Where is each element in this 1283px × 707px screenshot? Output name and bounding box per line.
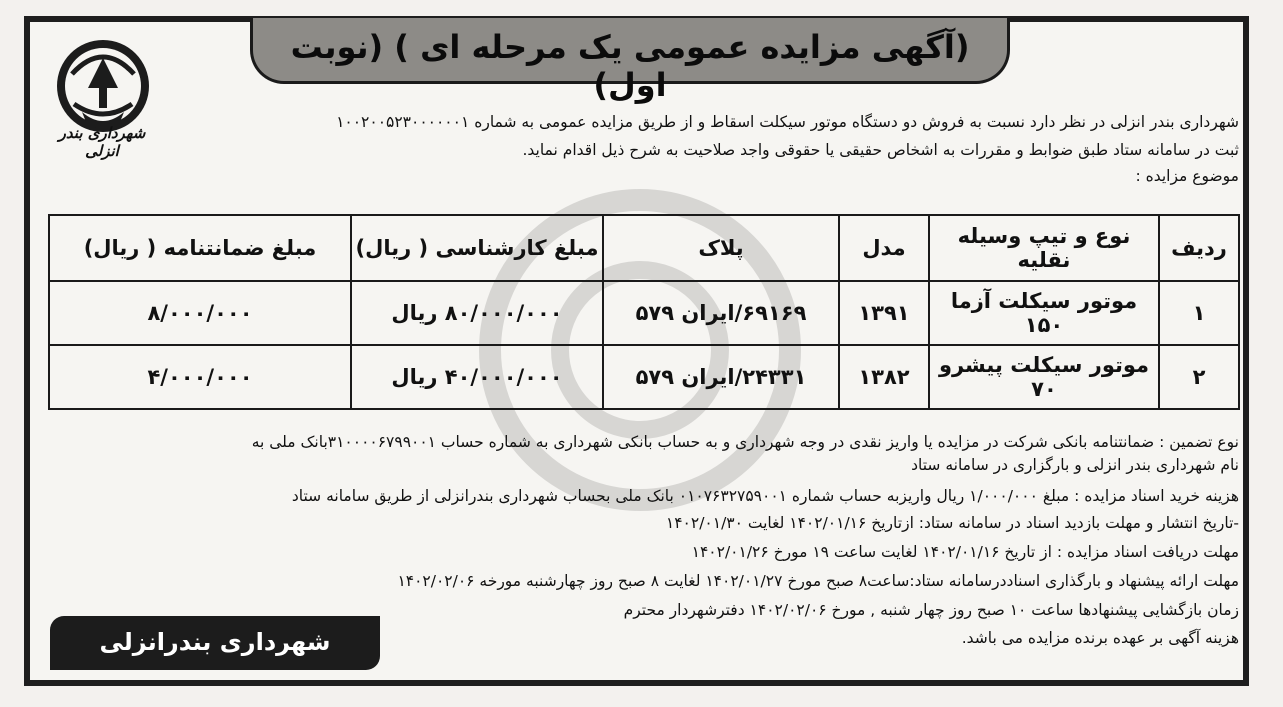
note-line-7: زمان بازگشایی پیشنهادها ساعت ۱۰ صبح روز چهار شنبه , مورخ ۱۴۰۲/۰۲/۰۶ دفترشهردار محترم [623,601,1239,619]
header-plate: پلاک [603,215,839,281]
title-banner [250,18,1010,104]
footer-signature-badge [50,616,380,670]
appraisal-amount: ۴۰/۰۰۰/۰۰۰ ریال [351,345,603,409]
header-row-number: ردیف [1159,215,1239,281]
footer-signature: شهرداری بندرانزلی [99,628,331,656]
plate: ۲۴۳۳۱/ایران ۵۷۹ [603,345,839,409]
header-model: مدل [839,215,929,281]
plate: ۶۹۱۶۹/ایران ۵۷۹ [603,281,839,345]
note-line-5: مهلت دریافت اسناد مزایده : از تاریخ ۱۴۰۲/۰۱/۱۶ لغایت ساعت ۱۹ مورخ ۱۴۰۲/۰۱/۲۶ [691,543,1239,561]
note-line-3: هزینه خرید اسناد مزایده : مبلغ ۱/۰۰۰/۰۰۰ ریال واریزبه حساب شماره ۰۱۰۷۶۳۲۷۵۹۰۰۱ بانک ملی بحساب شهرداری بندرانزلی از طریق سامانه ستاد [291,487,1239,505]
table-row [49,281,1239,345]
header-guarantee-amount: مبلغ ضمانتنامه ( ریال) [49,215,351,281]
table-header-row [49,215,1239,281]
logo-caption: شهرداری بندر انزلی [58,124,146,160]
note-line-6: مهلت ارائه پیشنهاد و بارگذاری اسناددرسامانه ستاد:ساعت۸ صبح مورخ ۱۴۰۲/۰۱/۲۷ لغایت ۸ صبح روز چهارشنبه مورخه ۱۴۰۲/۰۲/۰۶ [397,572,1239,590]
note-line-8: هزینه آگهی بر عهده برنده مزایده می باشد. [961,629,1239,647]
vehicle-type: موتور سیکلت پیشرو ۷۰ [929,345,1159,409]
note-line-2: نام شهرداری بندر انزلی و بارگزاری در سامانه ستاد [911,456,1239,474]
notice-title: (آگهی مزایده عمومی یک مرحله ای ) (نوبت اول) [290,28,970,104]
model-year: ۱۳۹۱ [839,281,929,345]
header-vehicle-type: نوع و تیپ وسیله نقلیه [929,215,1159,281]
note-line-4: -تاریخ انتشار و مهلت بازدید اسناد در سامانه ستاد: ازتاریخ ۱۴۰۲/۰۱/۱۶ لغایت ۱۴۰۲/۰۱/۳۰ [665,514,1239,532]
intro-line-2: ثبت در سامانه ستاد طبق ضوابط و مقررات به اشخاص حقیقی یا حقوقی واجد صلاحیت به شرح ذیل اقدام نماید. [522,141,1239,159]
model-year: ۱۳۸۲ [839,345,929,409]
vehicle-type: موتور سیکلت آزما ۱۵۰ [929,281,1159,345]
intro-line-3: موضوع مزایده : [1135,167,1239,185]
appraisal-amount: ۸۰/۰۰۰/۰۰۰ ریال [351,281,603,345]
auction-table [48,214,1238,410]
table-row [49,345,1239,409]
header-appraisal-amount: مبلغ کارشناسی ( ریال) [351,215,603,281]
row-number: ۱ [1159,281,1239,345]
guarantee-amount: ۸/۰۰۰/۰۰۰ [49,281,351,345]
row-number: ۲ [1159,345,1239,409]
note-line-1: نوع تضمین : ضمانتنامه بانکی شرکت در مزایده یا واریز نقدی در وجه شهرداری و به حساب بانکی شهرداری به شماره حساب ۳۱۰۰۰۰۶۷۹۹۰۰۱بانک ملی به [251,433,1239,451]
intro-line-1: شهرداری بندر انزلی در نظر دارد نسبت به فروش دو دستگاه موتور سیکلت اسقاط و از طریق مزایده عمومی به شماره ۱۰۰۲۰۰۵۲۳۰۰۰۰۰۰۱ [336,113,1239,131]
guarantee-amount: ۴/۰۰۰/۰۰۰ [49,345,351,409]
